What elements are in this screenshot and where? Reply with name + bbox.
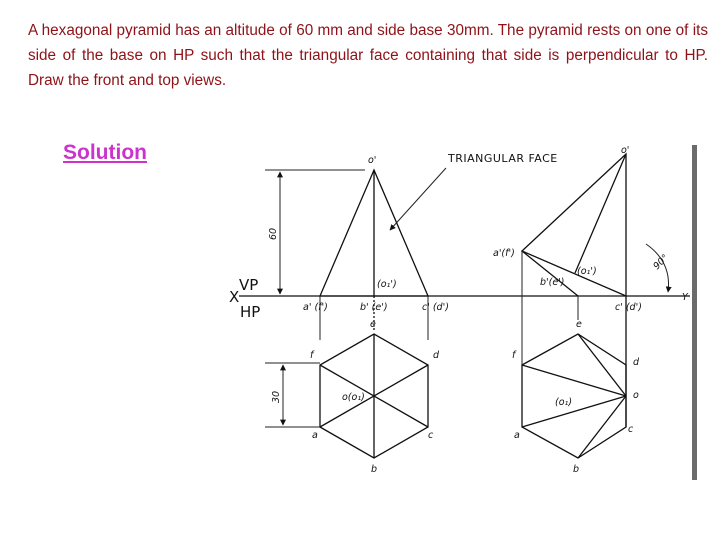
fv1-cd-label: c' (d') [422, 302, 449, 313]
solution-heading: Solution [63, 141, 147, 164]
tv1-e-label: e [370, 319, 376, 330]
tv1-o-label: o(o₁) [342, 392, 365, 403]
tv2-e-label: e [576, 319, 582, 330]
problem-statement: A hexagonal pyramid has an altitude of 60 mm and side base 30mm. The pyramid rests on one of its side of the base on HP such that the triangular face containing that side is perpendicular to HP. Draw the front and top views. [28, 22, 708, 89]
tv1-d-label: d [433, 350, 440, 361]
top-view-final [512, 296, 640, 475]
tv2-d-label: d [633, 357, 640, 368]
page-edge-bar [692, 145, 697, 480]
tv1-f-label: f [310, 350, 314, 361]
tv2-c-label: c [628, 424, 634, 435]
tv2-a-label: a [514, 430, 520, 441]
dim-60-label: 60 [268, 227, 279, 240]
fv1-apex-label: o' [368, 155, 377, 166]
tv2-o-label: o [633, 390, 639, 401]
front-view-final [493, 145, 671, 420]
tv2-b-label: b [573, 464, 580, 475]
hp-label: HP [240, 303, 261, 321]
y-label: Y [682, 292, 688, 303]
tv1-c-label: c [428, 430, 434, 441]
fv2-be-label: b'(e') [540, 277, 565, 288]
tv2-f-label: f [512, 350, 516, 361]
front-view-initial [303, 155, 449, 340]
fv1-af-label: a' (f') [303, 302, 328, 313]
fv2-cd-label: c' (d') [615, 302, 642, 313]
tv2-o1-label: (o₁) [555, 397, 573, 408]
tv1-a-label: a [312, 430, 318, 441]
triangular-face-callout [390, 152, 558, 230]
fv2-af-label: a'(f') [493, 248, 515, 259]
dimension-60 [265, 170, 365, 294]
fv1-o1-label: (o₁') [377, 279, 397, 290]
x-label: X [229, 288, 240, 306]
top-view-initial [310, 319, 440, 475]
tv1-b-label: b [371, 464, 378, 475]
fv2-apex-label: o' [621, 145, 630, 156]
fv2-o1-label: (o₁') [577, 266, 597, 277]
triangular-face-label: TRIANGULAR FACE [448, 152, 558, 165]
dim-30-label: 30 [271, 390, 282, 403]
vp-label: VP [239, 276, 259, 294]
angle-90-label: 90° [651, 252, 672, 273]
fv1-be-label: b' (e') [360, 302, 388, 313]
dimension-30 [265, 363, 320, 427]
